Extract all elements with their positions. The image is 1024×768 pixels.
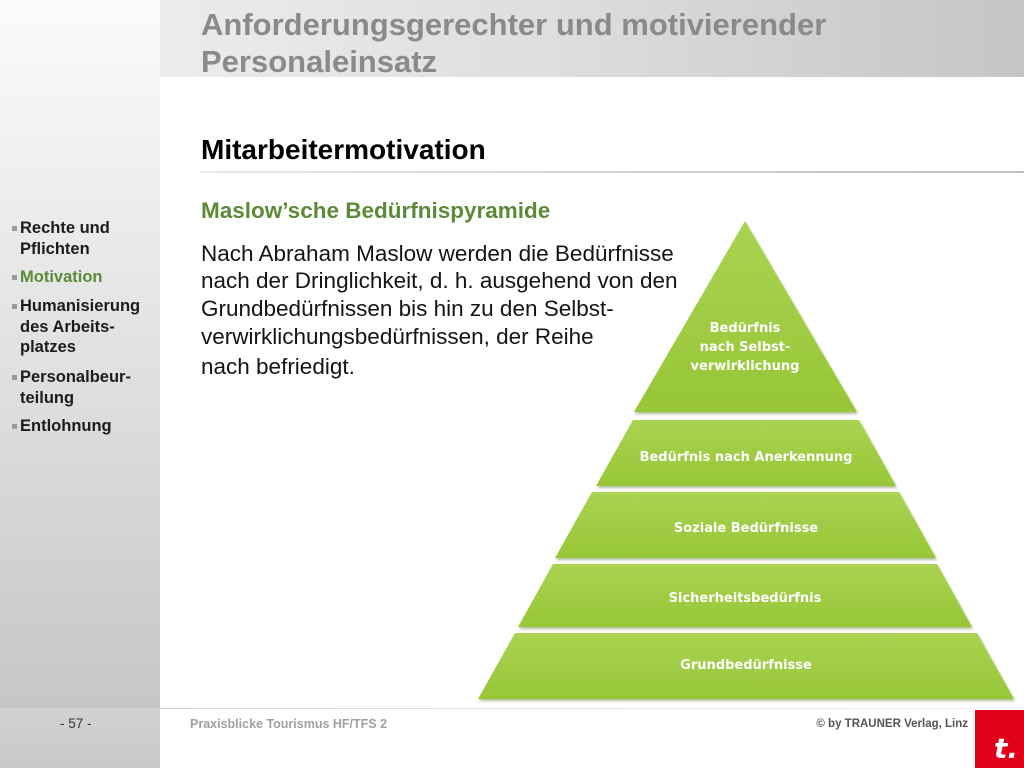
sidebar-item-rechte-und-pflichten[interactable] <box>0 218 160 259</box>
pyramid-level-label: Sicherheitsbedürfnis <box>668 591 822 606</box>
sidebar-item-entlohnung[interactable] <box>0 416 160 437</box>
sidebar-item-label: Entlohnung <box>20 417 112 435</box>
footer-divider <box>160 708 975 709</box>
pyramid-level-label: nach Selbst- <box>699 340 791 355</box>
square-bullet-icon <box>12 304 17 309</box>
pyramid-level-shape <box>634 221 857 412</box>
pyramid-level-social <box>555 492 936 558</box>
page-title-line: Anforderungsgerechter und motivierender <box>201 7 827 42</box>
section-title: Mitarbeitermotivation <box>201 134 486 165</box>
pyramid-level-label: verwirklichung <box>690 359 800 374</box>
logo-mark: t. <box>993 732 1018 765</box>
paragraph-line: nach befriedigt. <box>201 354 355 379</box>
sidebar-item-label: Motivation <box>20 268 103 286</box>
page-number: - 57 - <box>60 716 92 731</box>
trauner-logo <box>975 710 1024 768</box>
pyramid-level-label: Bedürfnis nach Anerkennung <box>639 450 853 465</box>
pyramid-level-label: Soziale Bedürfnisse <box>673 521 819 536</box>
pyramid-level-safety <box>518 564 972 627</box>
sidebar-item-label: platzes <box>20 338 76 356</box>
square-bullet-icon <box>12 226 17 231</box>
paragraph-line: Grundbedürfnissen bis hin zu den Selbst- <box>201 296 614 321</box>
square-bullet-icon <box>12 424 17 429</box>
footer-course-title: Praxisblicke Tourismus HF/TFS 2 <box>190 717 388 731</box>
sidebar-item-label: des Arbeits- <box>20 317 115 336</box>
sidebar-item-label: Humanisierung <box>20 297 141 315</box>
pyramid-level-label: Bedürfnis <box>709 321 781 336</box>
pyramid-level-label: Grundbedürfnisse <box>680 658 812 673</box>
sidebar-item-personalbeurteilung[interactable] <box>0 367 160 408</box>
section-divider <box>200 171 1024 173</box>
footer-copyright: © by TRAUNER Verlag, Linz <box>816 718 968 730</box>
square-bullet-icon <box>12 375 17 380</box>
square-bullet-icon <box>12 275 17 280</box>
paragraph-line: verwirklichungsbedürfnissen, der Reihe <box>201 324 594 349</box>
sidebar-item-label: Pflichten <box>20 239 90 258</box>
maslow-pyramid <box>470 215 1020 705</box>
pyramid-level-physiological <box>478 633 1014 699</box>
pyramid-level-esteem <box>596 420 896 486</box>
sidebar-item-motivation[interactable] <box>0 267 160 288</box>
sidebar-item-humanisierung[interactable] <box>0 296 160 358</box>
pyramid-level-self-actualization <box>634 221 857 412</box>
sidebar-item-label: Personalbeur- <box>20 368 131 386</box>
sidebar-item-label: teilung <box>20 388 75 407</box>
paragraph-line: Nach Abraham Maslow werden die Bedürfnisse <box>201 241 674 266</box>
paragraph-line: nach der Dringlichkeit, d. h. ausgehend von den <box>201 268 678 293</box>
page-title-line: Personaleinsatz <box>201 44 438 79</box>
sidebar-item-label: Rechte und <box>20 219 110 237</box>
content-heading: Maslow’sche Bedürfnispyramide <box>201 198 551 223</box>
